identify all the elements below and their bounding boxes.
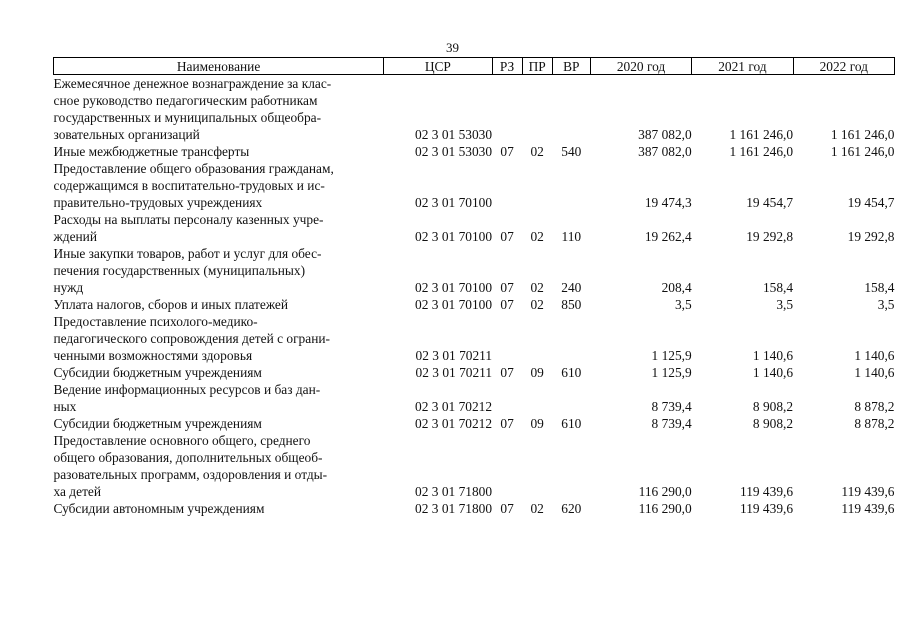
row-value-2020: 8 739,4 — [651, 416, 692, 431]
row-csr: 02 3 01 53030 — [415, 144, 493, 159]
row-rz — [492, 432, 522, 500]
table-row — [54, 415, 895, 432]
row-value-2020: 387 082,0 — [638, 144, 692, 159]
row-name — [54, 415, 384, 432]
row-name — [54, 143, 384, 160]
row-csr: 02 3 01 70211 — [415, 348, 493, 363]
header-2021: 2021 год — [692, 58, 793, 75]
row-value-2022: 158,4 — [864, 280, 895, 295]
header-row — [54, 58, 895, 75]
row-name — [54, 432, 384, 500]
row-name-line: Ежемесячное денежное вознаграждение за клас- — [53, 76, 332, 91]
row-value-2021: 1 140,6 — [752, 365, 794, 380]
row-name-line: разовательных программ, оздоровления и отды- — [53, 467, 328, 482]
table-row — [54, 160, 895, 211]
row-name-line: ждений — [53, 229, 98, 244]
row-value-2020: 116 290,0 — [638, 501, 692, 516]
row-name-line: зовательных организаций — [53, 127, 200, 142]
row-value-2021: 119 439,6 — [740, 501, 794, 516]
row-name-line: Ведение информационных ресурсов и баз дан- — [53, 382, 321, 397]
row-pr: 02 — [530, 501, 544, 516]
row-name — [54, 245, 384, 296]
row-pr — [522, 432, 552, 500]
row-name-line: печения государственных (муниципальных) — [53, 263, 306, 278]
row-name — [54, 296, 384, 313]
row-csr: 02 3 01 71800 — [415, 484, 493, 499]
row-pr — [522, 313, 552, 364]
row-value-2022: 1 161 246,0 — [830, 144, 895, 159]
row-vr — [552, 432, 590, 500]
row-name-line: Уплата налогов, сборов и иных платежей — [53, 297, 289, 312]
header-pr: ПР — [522, 58, 552, 75]
row-vr: 540 — [561, 144, 582, 159]
row-value-2022: 19 454,7 — [847, 195, 895, 210]
row-csr: 02 3 01 71800 — [415, 501, 493, 516]
row-name-line: нужд — [53, 280, 84, 295]
row-vr: 850 — [561, 297, 582, 312]
row-value-2021: 8 908,2 — [752, 416, 794, 431]
row-csr: 02 3 01 70100 — [415, 195, 493, 210]
page-number: 39 — [446, 40, 459, 55]
row-name-line: Субсидии бюджетным учреждениям — [53, 416, 262, 431]
table-row — [54, 296, 895, 313]
header-name: Наименование — [54, 58, 384, 75]
row-pr: 02 — [530, 144, 544, 159]
header-2020: 2020 год — [590, 58, 691, 75]
row-value-2020: 19 474,3 — [644, 195, 692, 210]
table-row — [54, 143, 895, 160]
row-value-2022: 1 161 246,0 — [830, 127, 895, 142]
row-name — [54, 381, 384, 415]
row-vr — [552, 381, 590, 415]
table-row — [54, 500, 895, 517]
row-name-line: общего образования, дополнительных общеоб- — [53, 450, 323, 465]
row-name — [54, 364, 384, 381]
row-rz — [492, 160, 522, 211]
row-rz — [492, 381, 522, 415]
row-pr: 02 — [530, 280, 544, 295]
row-value-2021: 1 161 246,0 — [729, 144, 794, 159]
row-name-line: Предоставление основного общего, среднего — [53, 433, 311, 448]
row-rz: 07 — [500, 501, 514, 516]
row-value-2022: 1 140,6 — [854, 365, 895, 380]
row-vr: 620 — [561, 501, 582, 516]
row-rz: 07 — [500, 416, 514, 431]
table-row — [54, 313, 895, 364]
table-row — [54, 364, 895, 381]
row-name — [54, 160, 384, 211]
row-name-line: Предоставление общего образования гражданам, — [53, 161, 334, 176]
row-name-line: ных — [53, 399, 77, 414]
row-csr: 02 3 01 70100 — [415, 229, 493, 244]
row-name — [54, 500, 384, 517]
row-value-2022: 3,5 — [877, 297, 895, 312]
row-vr — [552, 313, 590, 364]
row-vr: 610 — [561, 365, 582, 380]
row-rz: 07 — [500, 229, 514, 244]
row-name-line: содержащимся в воспитательно-трудовых и ис- — [53, 178, 325, 193]
row-name-line: ха детей — [53, 484, 102, 499]
row-value-2020: 3,5 — [674, 297, 692, 312]
table-row — [54, 432, 895, 500]
table-row — [54, 245, 895, 296]
row-value-2021: 119 439,6 — [740, 484, 794, 499]
row-value-2022: 119 439,6 — [841, 501, 895, 516]
table-row — [54, 75, 895, 144]
row-value-2021: 1 161 246,0 — [729, 127, 794, 142]
row-vr: 240 — [561, 280, 582, 295]
row-value-2020: 387 082,0 — [638, 127, 692, 142]
row-value-2021: 8 908,2 — [752, 399, 794, 414]
table-row — [54, 381, 895, 415]
row-rz — [492, 313, 522, 364]
row-vr — [552, 75, 590, 144]
table-header — [54, 58, 895, 75]
row-value-2021: 1 140,6 — [752, 348, 794, 363]
row-csr: 02 3 01 70100 — [415, 280, 493, 295]
row-rz — [492, 75, 522, 144]
row-value-2021: 3,5 — [776, 297, 794, 312]
row-name-line: государственных и муниципальных общеобра- — [53, 110, 322, 125]
table-row — [54, 211, 895, 245]
row-name-line: Предоставление психолого-медико- — [53, 314, 258, 329]
row-pr — [522, 75, 552, 144]
header-2022: 2022 год — [793, 58, 894, 75]
row-value-2021: 158,4 — [762, 280, 794, 295]
row-rz: 07 — [500, 365, 514, 380]
row-csr: 02 3 01 53030 — [415, 127, 493, 142]
row-pr — [522, 381, 552, 415]
row-pr: 02 — [530, 297, 544, 312]
row-value-2020: 8 739,4 — [651, 399, 692, 414]
row-csr: 02 3 01 70211 — [415, 365, 493, 380]
row-value-2020: 116 290,0 — [638, 484, 692, 499]
row-rz: 07 — [500, 297, 514, 312]
row-name — [54, 211, 384, 245]
header-csr: ЦСР — [384, 58, 492, 75]
row-vr: 610 — [561, 416, 582, 431]
row-value-2020: 1 125,9 — [651, 348, 692, 363]
row-name-line: правительно-трудовых учреждениях — [53, 195, 263, 210]
row-value-2022: 8 878,2 — [854, 416, 895, 431]
row-vr — [552, 160, 590, 211]
row-name-line: Расходы на выплаты персоналу казенных учре- — [53, 212, 324, 227]
row-pr: 09 — [530, 416, 544, 431]
header-vr: ВР — [552, 58, 590, 75]
row-value-2022: 119 439,6 — [841, 484, 895, 499]
row-vr: 110 — [561, 229, 582, 244]
row-value-2021: 19 454,7 — [746, 195, 794, 210]
row-name-line: педагогического сопровождения детей с ограни- — [53, 331, 330, 346]
row-value-2022: 1 140,6 — [854, 348, 895, 363]
row-value-2022: 19 292,8 — [847, 229, 895, 244]
row-name — [54, 75, 384, 144]
row-pr: 02 — [530, 229, 544, 244]
row-name-line: Субсидии бюджетным учреждениям — [53, 365, 262, 380]
row-value-2021: 19 292,8 — [746, 229, 794, 244]
row-name-line: Иные закупки товаров, работ и услуг для обес- — [53, 246, 322, 261]
row-name-line: ченными возможностями здоровья — [53, 348, 253, 363]
row-name-line: Иные межбюджетные трансферты — [53, 144, 250, 159]
table-body — [54, 75, 895, 518]
header-rz: РЗ — [492, 58, 522, 75]
budget-table — [53, 57, 895, 517]
row-pr: 09 — [530, 365, 544, 380]
row-value-2020: 1 125,9 — [651, 365, 692, 380]
row-rz: 07 — [500, 280, 514, 295]
row-value-2020: 208,4 — [661, 280, 692, 295]
row-name — [54, 313, 384, 364]
row-csr: 02 3 01 70212 — [415, 399, 493, 414]
row-csr: 02 3 01 70100 — [415, 297, 493, 312]
row-name-line: Субсидии автономным учреждениям — [53, 501, 265, 516]
row-rz: 07 — [500, 144, 514, 159]
row-csr: 02 3 01 70212 — [415, 416, 493, 431]
row-value-2022: 8 878,2 — [854, 399, 895, 414]
row-name-line: сное руководство педагогическим работникам — [53, 93, 318, 108]
row-value-2020: 19 262,4 — [644, 229, 692, 244]
row-pr — [522, 160, 552, 211]
